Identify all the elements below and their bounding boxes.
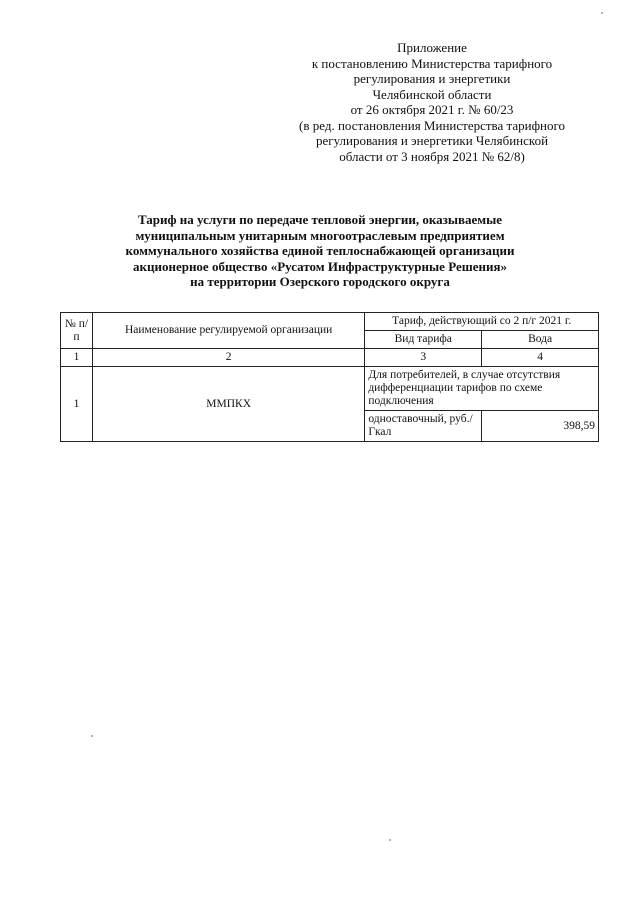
index-cell: 3 [365,349,482,367]
header-number: № п/п [61,313,93,349]
index-cell: 4 [482,349,599,367]
table-header-row [61,313,599,331]
table-row [61,367,599,411]
title-line: на территории Озерского городского округа [190,274,450,289]
row-organization: ММПКХ [92,367,364,442]
header-organization: Наименование регулируемой организации [92,313,364,349]
appendix-line: регулирования и энергетики [353,71,511,86]
appendix-line: регулирования и энергетики Челябинской [315,133,549,148]
title-line: муниципальным унитарным многоотраслевым предприятием [135,227,505,243]
row-value: 398,59 [482,411,599,442]
title-line: Тариф на услуги по передаче тепловой энергии, оказываемые [137,212,503,227]
appendix-line: области от 3 ноября 2021 № 62/8) [339,148,525,164]
row-consumers: Для потребителей, в случае отсутствия дифференциации тарифов по схеме подключения [365,367,599,411]
index-cell: 2 [92,349,364,367]
tariff-table [60,312,599,442]
title-line: акционерное общество «Русатом Инфраструктурные Решения» [132,258,507,274]
appendix-line: Челябинской области [372,86,492,102]
title-line: коммунального хозяйства единой теплоснабжающей организации [125,243,515,258]
appendix-line: к постановлению Министерства тарифного [311,55,553,71]
scan-speck [389,839,391,841]
row-number: 1 [61,367,93,442]
header-tariff-group: Тариф, действующий со 2 п/г 2021 г. [365,313,599,331]
scan-speck [91,735,93,737]
row-rate-type: одноставочный, руб./Гкал [365,411,482,442]
document-title [70,212,570,290]
appendix-line: (в ред. постановления Министерства тарифного [299,117,565,133]
index-cell: 1 [61,349,93,367]
appendix-line: Приложение [397,40,467,55]
appendix-line: от 26 октября 2021 г. № 60/23 [350,102,514,117]
appendix-header [262,40,602,164]
header-water: Вода [482,331,599,349]
header-tariff-type: Вид тарифа [365,331,482,349]
scan-speck [601,12,603,14]
table-index-row [61,349,599,367]
